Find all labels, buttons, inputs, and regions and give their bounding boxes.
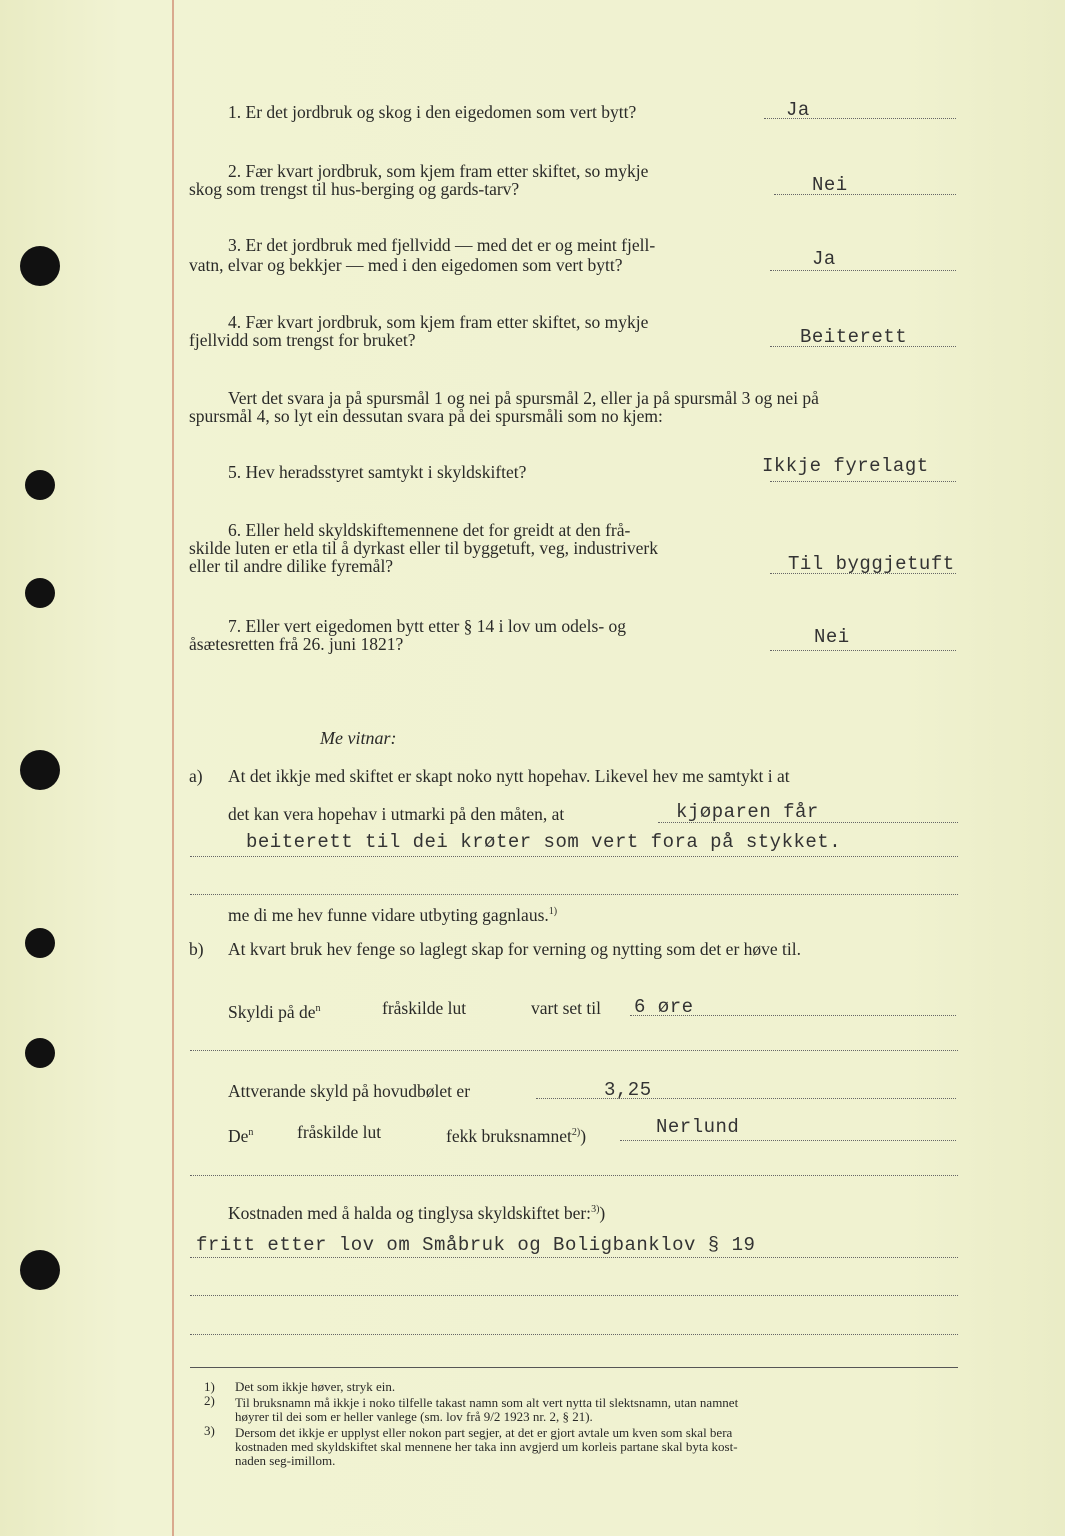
answer-line xyxy=(620,1140,956,1141)
answer-line xyxy=(190,1050,958,1051)
punch-hole xyxy=(25,578,55,608)
question-text: Er det jordbruk med fjellvidd — med det er og meint fjell- xyxy=(245,235,656,255)
witness-a-line2: det kan vera hopehav i utmarki på den måten, at xyxy=(228,804,565,824)
intro-line: spursmål 4, so lyt ein dessutan svara på dei spursmåli som no kjem: xyxy=(189,406,663,426)
witness-a-answer2: beiterett til dei krøter som vert fora på stykket. xyxy=(246,831,842,853)
answer-line xyxy=(190,894,958,895)
footnote-ref: 2) xyxy=(571,1127,581,1138)
question-number: 7. xyxy=(228,616,242,636)
question-text: Eller held skyldskiftemennene det for greidt at den frå- xyxy=(245,520,631,540)
skyld-label-sup: n xyxy=(315,1003,321,1014)
question-text: Er det jordbruk og skog i den eigedomen som vert bytt? xyxy=(245,102,637,122)
name-label-bruksnamn: fekk bruksnamnet$^{2)}$) xyxy=(446,1125,587,1146)
name-label-sup: n xyxy=(248,1127,254,1138)
question-text: Fær kvart jordbruk, som kjem fram etter skiftet, so mykje xyxy=(245,312,649,332)
answer-q5: Ikkje fyrelagt xyxy=(762,455,929,477)
footnote-ref: 3) xyxy=(591,1204,600,1215)
witness-heading: Me vitnar: xyxy=(320,728,397,748)
witness-b-line: At kvart bruk hev fenge so laglegt skap for verning og nytting som det er høve til. xyxy=(228,939,801,959)
question-number: 4. xyxy=(228,312,242,332)
skyld-label-text: Skyldi på de xyxy=(228,1001,316,1022)
skyld-label xyxy=(228,999,321,1022)
name-label-lut: fråskilde lut xyxy=(297,1122,382,1142)
name-value: Nerlund xyxy=(656,1116,740,1138)
punch-hole xyxy=(25,928,55,958)
question-text-line: vatn, elvar og bekkjer — med i den eigedomen som vert bytt? xyxy=(189,255,623,275)
question-text: Fær kvart jordbruk, som kjem fram etter skiftet, so mykje xyxy=(245,161,649,181)
question-number: 3. xyxy=(228,235,242,255)
answer-line xyxy=(190,1257,958,1258)
answer-q6: Til byggjetuft xyxy=(788,553,955,575)
margin-line xyxy=(172,0,174,1536)
footnote-text: Dersom det ikkje er upplyst eller nokon part segjer, at det er gjort avtale um kven som skal bera xyxy=(235,1425,733,1440)
cost-label: Kostnaden med å halda og tinglysa skyldskiftet ber:$^{3)}$) xyxy=(228,1202,606,1223)
question-3 xyxy=(228,236,655,255)
footnote-mark: 2) xyxy=(204,1393,215,1408)
skyld-value: 6 øre xyxy=(634,996,694,1018)
answer-q2: Nei xyxy=(812,174,848,196)
answer-q3: Ja xyxy=(812,248,836,270)
question-text: Hev heradsstyret samtykt i skyldskiftet? xyxy=(245,462,527,482)
witness-a-line3 xyxy=(228,902,557,925)
answer-line xyxy=(190,1295,958,1296)
answer-q1: Ja xyxy=(786,99,810,121)
footnote-text: Til bruksnamn må ikkje i noko tilfelle takast namn som alt vert nytta til slektsnamn, utan namnet xyxy=(235,1395,739,1410)
question-number: 5. xyxy=(228,462,242,482)
question-text-line: skilde luten er etla til å dyrkast eller til byggetuft, veg, industriverk xyxy=(189,538,658,558)
witness-b-label: b) xyxy=(189,939,204,959)
question-text-line: skog som trengst til hus-berging og gards-tarv? xyxy=(189,179,520,199)
answer-q7: Nei xyxy=(814,626,850,648)
cost-value: fritt etter lov om Småbruk og Boligbanklov § 19 xyxy=(196,1234,756,1256)
footnote-mark: 3) xyxy=(204,1423,215,1438)
punch-hole xyxy=(25,1038,55,1068)
question-number: 1. xyxy=(228,102,242,122)
name-label xyxy=(228,1123,253,1146)
name-label-text: De xyxy=(228,1125,249,1146)
answer-line xyxy=(770,270,956,271)
question-number: 2. xyxy=(228,161,242,181)
question-number: 6. xyxy=(228,520,242,540)
answer-line xyxy=(190,1175,958,1176)
intro-line: Vert det svara ja på spursmål 1 og nei på spursmål 2, eller ja på spursmål 3 og nei på xyxy=(228,388,819,408)
answer-line xyxy=(774,194,956,195)
punch-hole xyxy=(20,1250,60,1290)
punch-hole xyxy=(20,246,60,286)
answer-line xyxy=(770,650,956,651)
witness-a-label: a) xyxy=(189,766,203,786)
witness-a-answer1: kjøparen får xyxy=(676,801,819,823)
witness-a-line1: At det ikkje med skiftet er skapt noko nytt hopehav. Likevel hev me samtykt i at xyxy=(228,766,790,786)
answer-line xyxy=(190,856,958,857)
remaining-value: 3,25 xyxy=(604,1079,652,1101)
footnote-text: Det som ikkje høver, stryk ein. xyxy=(235,1379,396,1394)
question-text-line: åsætesretten frå 26. juni 1821? xyxy=(189,634,404,654)
question-text-line: eller til andre dilike fyremål? xyxy=(189,556,394,576)
question-1 xyxy=(228,103,636,122)
answer-line xyxy=(536,1098,956,1099)
footnote-text: kostnaden med skyldskiftet skal mennene her taka inn avgjerd um korleis partane skal byta kost- xyxy=(235,1439,738,1454)
cost-label-text: Kostnaden med å halda og tinglysa skyldskiftet ber: xyxy=(228,1202,592,1223)
question-5 xyxy=(228,463,526,482)
footnote-rule xyxy=(190,1367,958,1368)
skyld-label-set: vart set til xyxy=(531,998,601,1018)
footnote-text: høyrer til dei som er heller vanlege (sm. lov frå 9/2 1923 nr. 2, § 21). xyxy=(235,1409,593,1424)
punch-hole xyxy=(20,750,60,790)
answer-line xyxy=(190,1334,958,1335)
question-text-line: fjellvidd som trengst for bruket? xyxy=(189,330,416,350)
footnote-mark: 1) xyxy=(204,1379,215,1394)
footnote-text: naden seg-imillom. xyxy=(235,1453,336,1468)
remaining-label: Attverande skyld på hovudbølet er xyxy=(228,1081,471,1101)
punch-hole xyxy=(25,470,55,500)
name-label-bruksnamn-text: fekk bruksnamnet xyxy=(446,1125,572,1146)
witness-a-line3-text: me di me hev funne vidare utbyting gagnlaus. xyxy=(228,904,549,925)
footnote-ref: 1) xyxy=(548,906,558,917)
question-text: Eller vert eigedomen bytt etter § 14 i lov um odels- og xyxy=(245,616,627,636)
answer-line xyxy=(770,481,956,482)
skyld-label-lut: fråskilde lut xyxy=(382,998,467,1018)
answer-q4: Beiterett xyxy=(800,326,908,348)
